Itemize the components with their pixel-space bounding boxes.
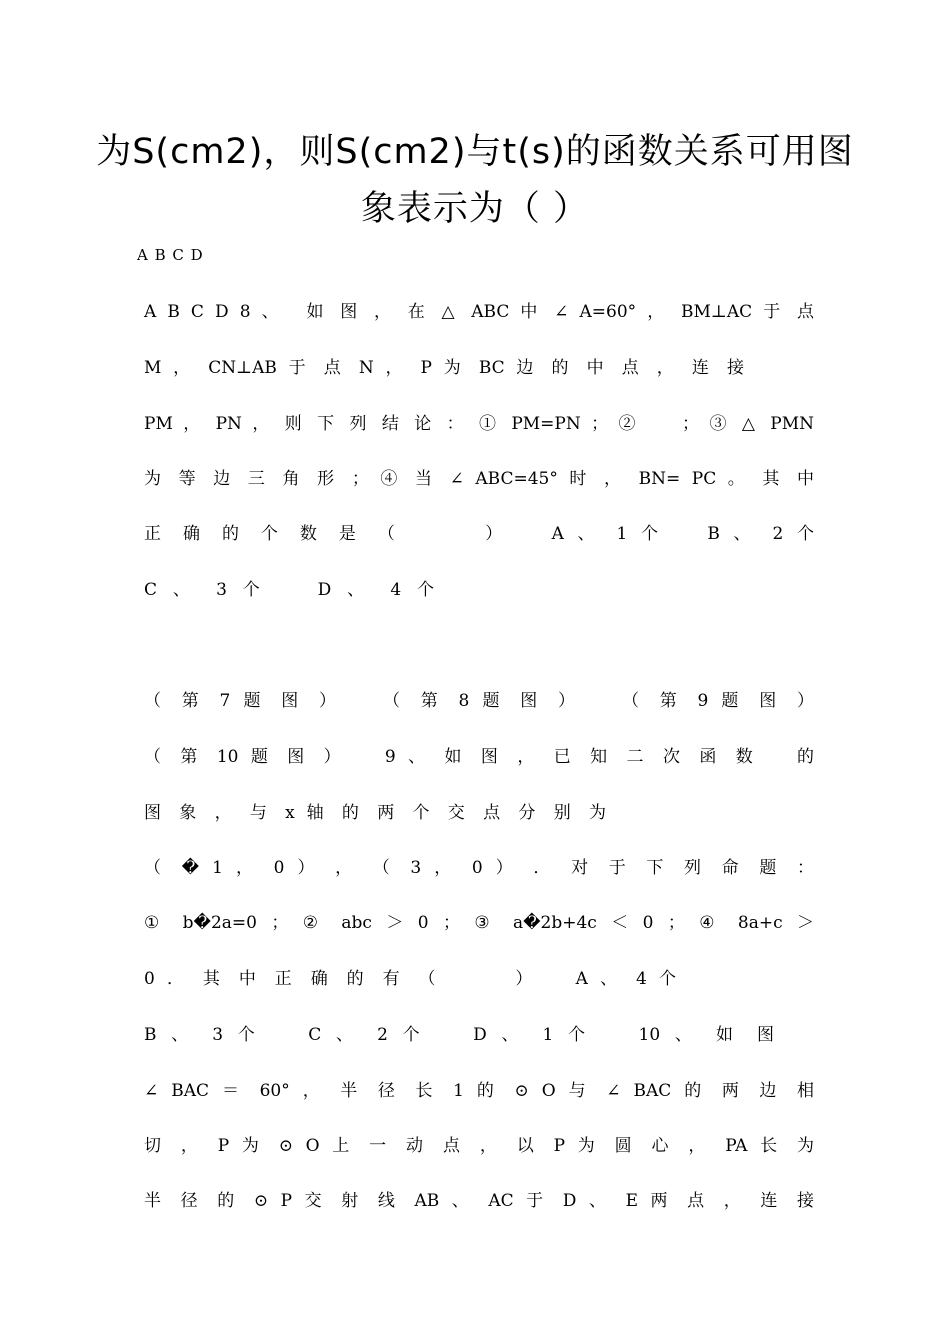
text-line-7: （ 第 7 题 图 ） （ 第 8 题 图 ） （ 第 9 题 图 ）: [144, 691, 814, 711]
text-line-6: C 、 3 个 D 、 4 个: [144, 580, 434, 600]
text-line-4: 为 等 边 三 角 形 ； ④ 当 ∠ ABC=45° 时 ， BN= PC 。 其 中: [144, 469, 814, 489]
text-line-1: A B C D 8 、 如 图 ， 在 △ ABC 中 ∠ A=60° ， BM⊥AC 于 点: [144, 302, 814, 322]
page-title-line-2: 象表示为（ ）: [360, 189, 590, 229]
text-line-15: 切 ， P 为 ⊙ O 上 一 动 点 ， 以 P 为 圆 心 ， PA 长 为: [144, 1136, 814, 1156]
text-line-13: B 、 3 个 C 、 2 个 D 、 1 个 10 、 如 图: [144, 1025, 774, 1045]
text-line-5: 正 确 的 个 数 是 （ ） A 、 1 个 B 、 2 个: [144, 524, 814, 544]
text-line-3: PM ， PN ， 则 下 列 结 论 ： ① PM=PN ； ② ； ③ △ PMN: [144, 414, 814, 434]
text-line-9: 图 象 ， 与 x 轴 的 两 个 交 点 分 别 为: [144, 803, 606, 823]
text-line-11: ① b�2a=0 ； ② abc ＞ 0 ； ③ a�2b+4c ＜ 0 ； ④ 8a+c ＞: [144, 913, 814, 933]
text-line-2: M ， CN⊥AB 于 点 N ， P 为 BC 边 的 中 点 ， 连 接: [144, 358, 744, 378]
text-line-8: （ 第 10 题 图 ） 9 、 如 图 ， 已 知 二 次 函 数 的: [144, 747, 814, 767]
text-line-14: ∠ BAC ＝ 60° ， 半 径 长 1 的 ⊙ O 与 ∠ BAC 的 两 边 相: [144, 1081, 814, 1101]
choices-row: A B C D: [137, 246, 204, 264]
text-line-10: （ � 1 ， 0 ） ， （ 3 ， 0 ） ． 对 于 下 列 命 题 ：: [144, 858, 814, 878]
text-line-16: 半 径 的 ⊙ P 交 射 线 AB 、 AC 于 D 、 E 两 点 ， 连 接: [144, 1191, 814, 1211]
page-title-line-1: 为S(cm2)，则S(cm2)与t(s)的函数关系可用图: [96, 132, 854, 172]
text-line-12: 0 ． 其 中 正 确 的 有 （ ） A 、 4 个: [144, 969, 676, 989]
